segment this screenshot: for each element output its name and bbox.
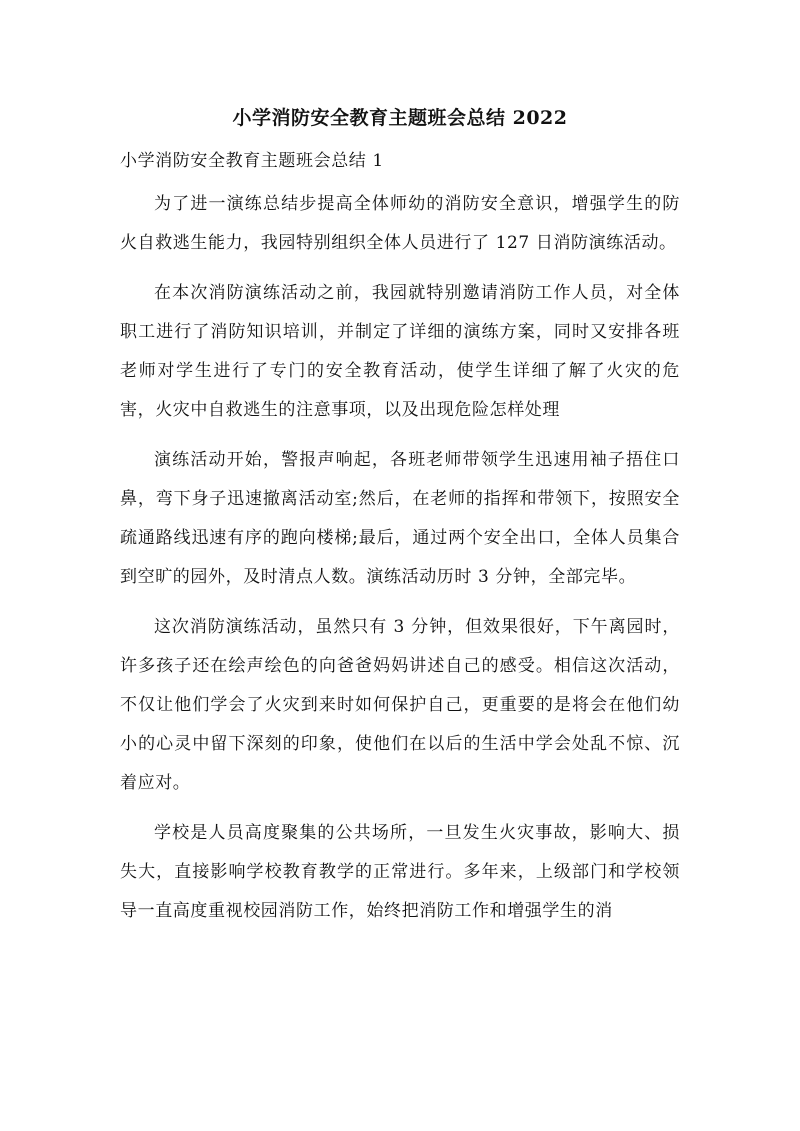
paragraph: 为了进一演练总结步提高全体师幼的消防安全意识，增强学生的防火自救逃生能力，我园特别组织全体人员进行了 127 日消防演练活动。: [120, 194, 680, 253]
document-body: [120, 185, 680, 942]
paragraph: 演练活动开始，警报声响起，各班老师带领学生迅速用袖子捂住口鼻，弯下身子迅速撤离活动室;然后，在老师的指挥和带领下，按照安全疏通路线迅速有序的跑向楼梯;最后，通过两个安全出口，全体人员集合到空旷的园外，及时清点人数。演练活动历时 3 分钟，全部完毕。: [120, 450, 680, 587]
paragraph: 在本次消防演练活动之前，我园就特别邀请消防工作人员，对全体职工进行了消防知识培训，并制定了详细的演练方案，同时又安排各班老师对学生进行了专门的安全教育活动，使学生详细了解了火灾的危害，火灾中自救逃生的注意事项，以及出现危险怎样处理: [120, 283, 680, 420]
paragraph: 学校是人员高度聚集的公共场所，一旦发生火灾事故，影响大、损失大，直接影响学校教育教学的正常进行。多年来，上级部门和学校领导一直高度重视校园消防工作，始终把消防工作和增强学生的消: [120, 823, 680, 921]
paragraph: 这次消防演练活动，虽然只有 3 分钟，但效果很好，下午离园时，许多孩子还在绘声绘色的向爸爸妈妈讲述自己的感受。相信这次活动，不仅让他们学会了火灾到来时如何保护自己，更重要的是将会在他们幼小的心灵中留下深刻的印象，使他们在以后的生活中学会处乱不惊、沉着应对。: [120, 617, 680, 793]
document-title: 小学消防安全教育主题班会总结 2022: [232, 107, 568, 129]
section-heading: 小学消防安全教育主题班会总结 1: [120, 151, 384, 171]
